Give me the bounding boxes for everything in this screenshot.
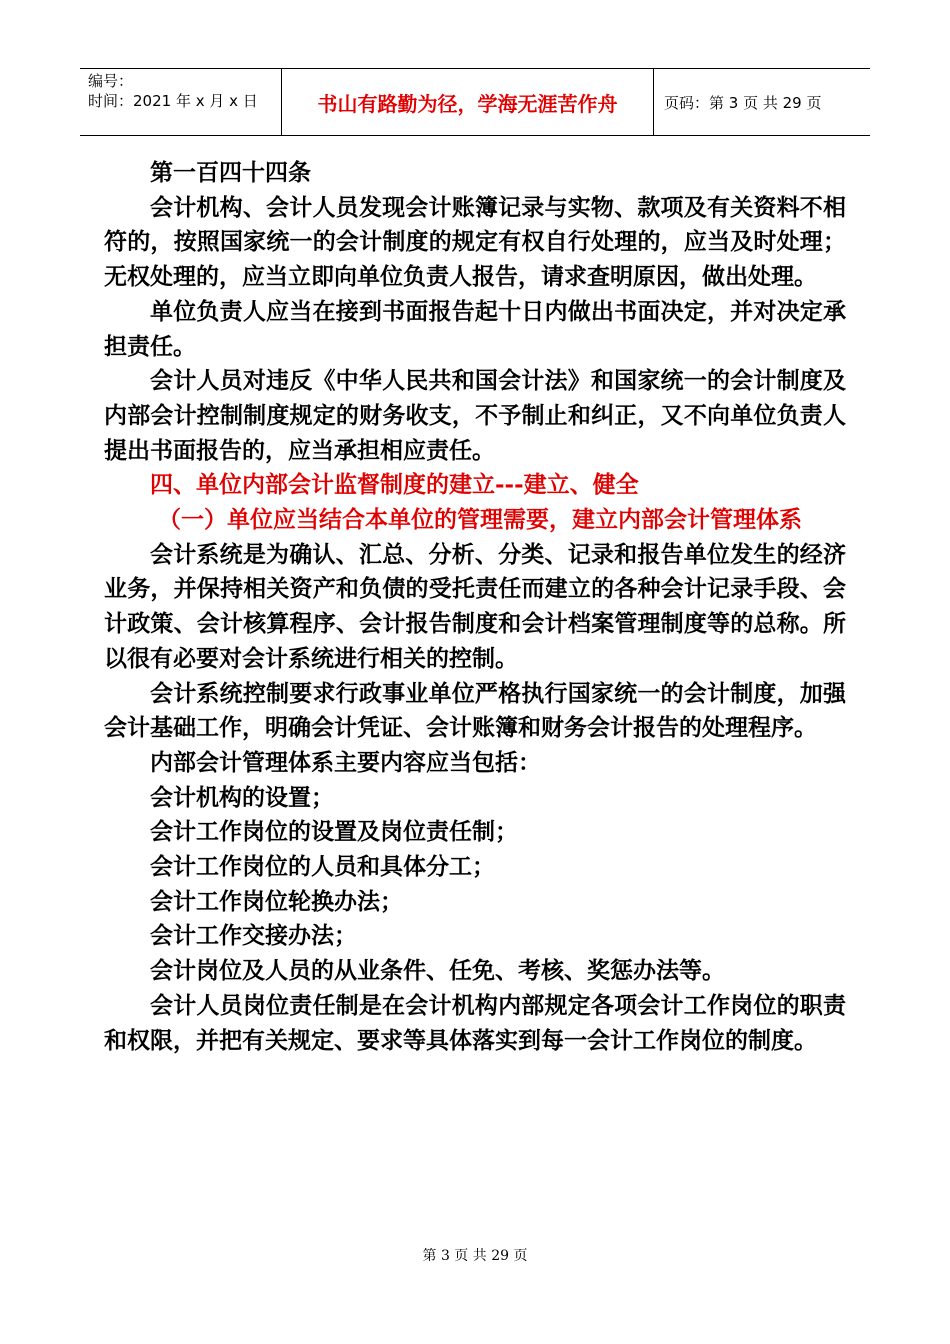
- document-body: [104, 156, 846, 1058]
- paragraph: 会计岗位及人员的从业条件、任免、考核、奖惩办法等。: [150, 957, 725, 985]
- paragraph: 会计工作交接办法；: [150, 922, 357, 950]
- paragraph: 会计工作岗位的人员和具体分工；: [150, 853, 495, 881]
- paragraph: 会计工作岗位的设置及岗位责任制；: [150, 818, 518, 846]
- page-header: [80, 68, 870, 136]
- paragraph: 单位负责人应当在接到书面报告起十日内做出书面决定，并对决定承担责任。: [104, 297, 846, 360]
- paragraph: 内部会计管理体系主要内容应当包括：: [150, 748, 541, 776]
- header-motto: 书山有路勤为径，学海无涯苦作舟: [282, 69, 654, 135]
- paragraph: （一）单位应当结合本单位的管理需要，建立内部会计管理体系: [158, 506, 803, 534]
- paragraph: 会计工作岗位轮换办法；: [150, 887, 403, 915]
- time-label: 时间：2021 年 x 月 x 日: [88, 92, 258, 110]
- page-footer: 第 3 页 共 29 页: [422, 1248, 528, 1264]
- paragraph: 会计机构的设置；: [150, 783, 334, 811]
- paragraph: 四、单位内部会计监督制度的建立---建立、健全: [150, 471, 639, 499]
- paragraph: 第一百四十四条: [150, 159, 311, 186]
- paragraph: 会计机构、会计人员发现会计账簿记录与实物、款项及有关资料不相符的，按照国家统一的会计制度的规定有权自行处理的，应当及时处理；无权处理的，应当立即向单位负责人报告，请求查明原因，做出处理。: [104, 193, 846, 291]
- paragraph: 会计系统控制要求行政事业单位严格执行国家统一的会计制度，加强会计基础工作，明确会计凭证、会计账簿和财务会计报告的处理程序。: [104, 679, 846, 742]
- number-label: 编号：: [88, 72, 134, 90]
- header-page-info: 页码：第 3 页 共 29 页: [664, 93, 822, 112]
- paragraph: 会计系统是为确认、汇总、分析、分类、记录和报告单位发生的经济业务，并保持相关资产和负债的受托责任而建立的各种会计记录手段、会计政策、会计核算程序、会计报告制度和会计档案管理制度等的总称。所以很有必要对会计系统进行相关的控制。: [104, 540, 846, 672]
- paragraph: 会计人员岗位责任制是在会计机构内部规定各项会计工作岗位的职责和权限，并把有关规定、要求等具体落实到每一会计工作岗位的制度。: [104, 991, 846, 1054]
- paragraph: 会计人员对违反《中华人民共和国会计法》和国家统一的会计制度及内部会计控制制度规定的财务收支，不予制止和纠正，又不向单位负责人提出书面报告的，应当承担相应责任。: [104, 367, 846, 464]
- header-meta: [80, 69, 282, 135]
